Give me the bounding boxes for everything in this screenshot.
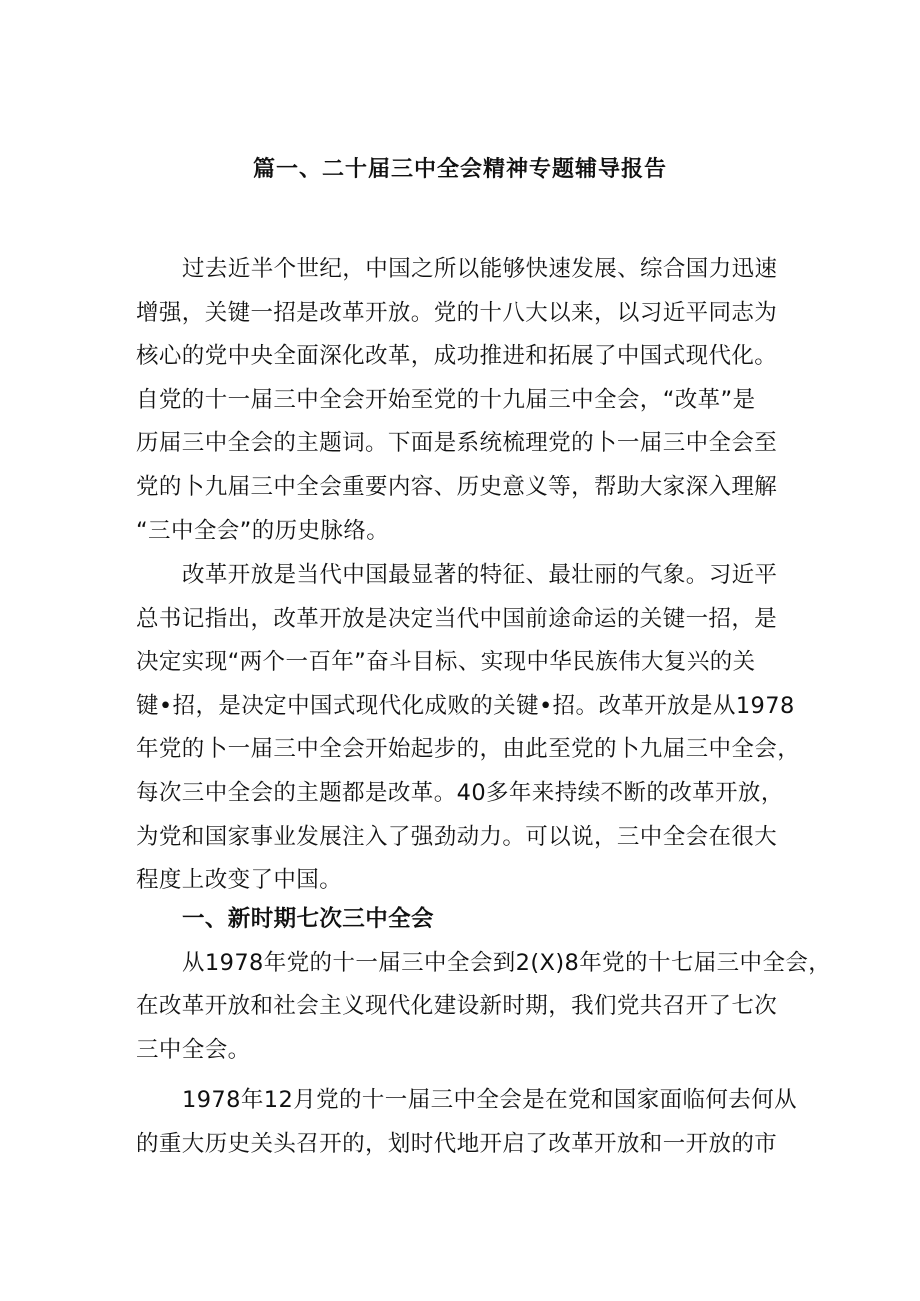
- paragraph-reform: [136, 554, 801, 903]
- paragraph-line: 1978年12月党的十一届三中全会是在党和国家面临何去何从: [182, 1087, 797, 1113]
- section-heading: 一、新时期七次三中全会: [182, 906, 434, 932]
- paragraph-line: 增强，关键一招是改革开放。党的十八大以来，以习近平同志为: [136, 299, 778, 326]
- paragraph-line: 年党的卜一届三中全会开始起步的，由此至党的卜九届三中全会，: [136, 736, 801, 763]
- paragraph-line: 党的卜九届三中全会重要内容、历史意义等，帮助大家深入理解: [136, 473, 778, 500]
- paragraph-line: 为党和国家事业发展注入了强劲动力。可以说，三中全会在很大: [136, 823, 778, 850]
- paragraph-line: 程度上改变了中国。: [136, 867, 343, 894]
- paragraph-line: 过去近半个世纪，中国之所以能够快速发展、综合国力迅速: [182, 256, 778, 282]
- paragraph-line: 核心的党中央全面深化改革，成功推进和拓展了中国式现代化。: [136, 343, 778, 370]
- paragraph-line: 的重大历史关头召开的，划时代地开启了改革开放和一开放的市: [136, 1130, 778, 1157]
- paragraph-line: “三中全会”的历史脉络。: [136, 517, 390, 544]
- paragraph-line: 改革开放是当代中国最显著的特征、最壮丽的气象。习近平: [182, 562, 778, 588]
- paragraph-line: 历届三中全会的主题词。下面是系统梳理党的卜一届三中全会至: [136, 430, 778, 457]
- paragraph-line: 在改革开放和社会主义现代化建设新时期，我们党共召开了七次: [136, 993, 778, 1020]
- paragraph-line: 键•招，是决定中国式现代化成败的关键•招。改革开放是从1978: [136, 692, 795, 719]
- paragraph-line: 三中全会。: [136, 1036, 251, 1063]
- paragraph-line: 每次三中全会的主题都是改革。40多年来持续不断的改革开放，: [136, 779, 784, 806]
- section-one: [136, 898, 832, 1072]
- document-title: 篇一、二十届三中全会精神专题辅导报告: [252, 157, 667, 182]
- paragraph-line: 自党的十一届三中全会开始至党的十九届三中全会，“改革”是: [136, 386, 756, 413]
- paragraph-line: 决定实现“两个一百年”奋斗目标、实现中华民族伟大复兴的关: [136, 649, 756, 676]
- paragraph-1978: [136, 1079, 797, 1166]
- paragraph-intro: [136, 248, 786, 553]
- paragraph-line: 总书记指出，改革开放是决定当代中国前途命运的关键一招，是: [136, 605, 778, 632]
- paragraph-line: 从1978年党的十一届三中全会到2(X)8年党的十七届三中全会，: [182, 949, 832, 976]
